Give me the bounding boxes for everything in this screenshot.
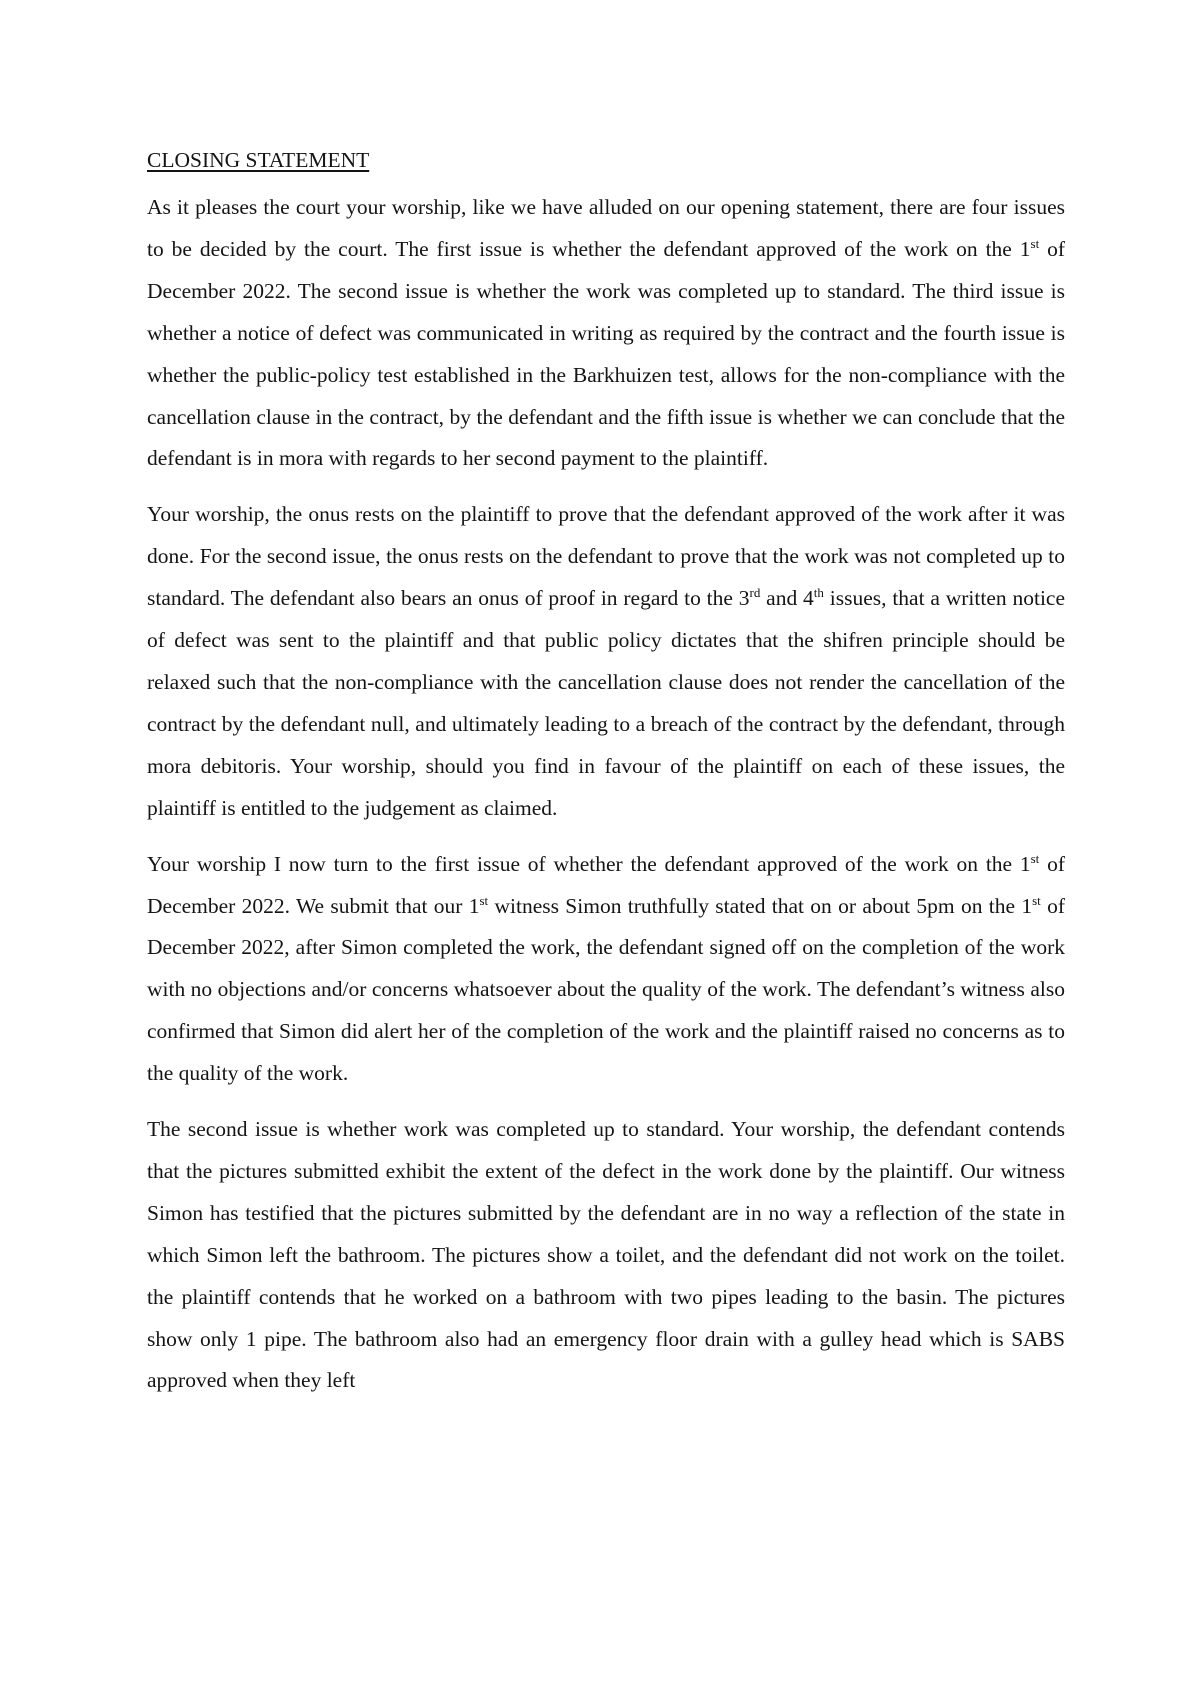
paragraph-text: Your worship I now turn to the first issue of whether the defendant approved of the work on the 1 bbox=[147, 851, 1031, 876]
page-title: CLOSING STATEMENT bbox=[147, 148, 370, 172]
paragraph-text: of December 2022, after Simon completed the work, the defendant signed off on the completion of the work with no objections and/or concerns whatsoever about the quality of the work. The defendant’s witness also confirmed that Simon did alert her of the completion of the work and the plaintiff raised no concerns as to the quality of the work. bbox=[147, 893, 1065, 1086]
paragraph-text: of December 2022. The second issue is whether the work was completed up to standard. The third issue is whether a notice of defect was communicated in writing as required by the contract and the fourth issue is whether the public-policy test established in the Barkhuizen test, allows for the non-compliance with the cancellation clause in the contract, by the defendant and the fifth issue is whether we can conclude that the defendant is in mora with regards to her second payment to the plaintiff. bbox=[147, 236, 1066, 471]
paragraph-text: of December 2022. We submit that our 1 bbox=[147, 851, 1065, 918]
ordinal-suffix: st bbox=[479, 892, 489, 908]
document-body bbox=[147, 145, 1065, 1416]
paragraph-onus bbox=[147, 494, 1065, 829]
paragraph-text: As it pleases the court your worship, like we have alluded on our opening statement, there are four issues to be decided by the court. The first issue is whether the defendant approved of the work on the 1 bbox=[147, 195, 1065, 261]
ordinal-suffix: rd bbox=[749, 585, 761, 600]
paragraph-second-issue bbox=[147, 1109, 1065, 1402]
paragraph-first-issue bbox=[147, 844, 1065, 1095]
paragraph-text: and 4 bbox=[760, 586, 814, 611]
ordinal-suffix: th bbox=[813, 585, 824, 600]
paragraph-text: witness Simon truthfully stated that on or about 5pm on the 1 bbox=[488, 893, 1033, 918]
paragraph-text: Your worship, the onus rests on the plaintiff to prove that the defendant approved of the work after it was done. For the second issue, the onus rests on the defendant to prove that the work was not completed up to standard. The defendant also bears an onus of proof in regard to the 3 bbox=[147, 502, 1065, 611]
paragraph-text: issues, that a written notice of defect was sent to the plaintiff and that public policy dictates that the shifren principle should be relaxed such that the non-compliance with the cancellation clause does not render the cancellation of the contract by the defendant null, and ultimately leading to a breach of the contract by the defendant, through mora debitoris. Your worship, should you find in favour of the plaintiff on each of these issues, the plaintiff is entitled to the judgement as claimed. bbox=[147, 586, 1066, 820]
ordinal-suffix: st bbox=[1032, 892, 1041, 908]
ordinal-suffix: st bbox=[1030, 235, 1040, 251]
ordinal-suffix: st bbox=[1030, 850, 1040, 866]
paragraph-text: The second issue is whether work was completed up to standard. Your worship, the defendant contends that the pictures submitted exhibit the extent of the defect in the work done by the plaintiff. Our witness Simon has testified that the pictures submitted by the defendant are in no way a reflection of the state in which Simon left the bathroom. The pictures show a toilet, and the defendant did not work on the toilet. the plaintiff contends that he worked on a bathroom with two pipes leading to the basin. The pictures show only 1 pipe. The bathroom also had an emergency floor drain with a gulley head which is SABS approved when they left bbox=[147, 1117, 1065, 1393]
paragraph-issues bbox=[147, 187, 1065, 480]
